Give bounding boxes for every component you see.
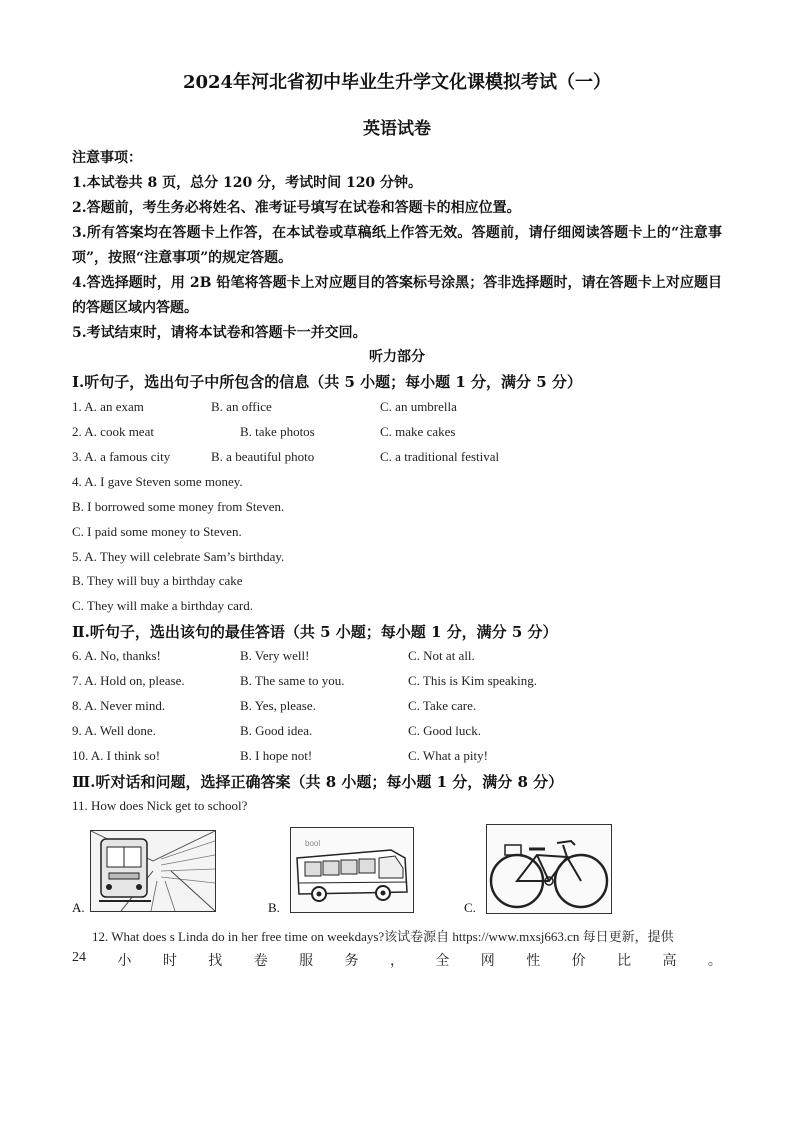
bus-icon [291,828,413,912]
note-item-3: 3.所有答案均在答题卡上作答，在本试卷或草稿纸上作答无效。答题前，请仔细阅读答题卡上的“注意事项”，按照“注意事项”的规定答题。 [72,225,722,266]
q12-char-11: 性 [526,954,541,969]
q5-option-b: B. They will buy a birthday cake [72,573,243,588]
q3-option-b: B. a beautiful photo [211,449,315,464]
pic-a-label: A. [72,900,85,915]
q9-option-a: 9. A. Well done. [72,723,156,738]
q6-option-a: 6. A. No, thanks! [72,648,161,663]
q9-option-b: B. Good idea. [240,723,313,738]
q12-char-1: 24 [72,950,86,965]
q12-char-13: 比 [617,954,632,969]
bus-image [290,827,414,913]
bicycle-image [486,824,612,914]
q9-option-c: C. Good luck. [408,723,481,738]
q7-option-a: 7. A. Hold on, please. [72,673,185,688]
section-3-heading: Ⅲ.听对话和问题，选择正确答案（共 8 小题；每小题 1 分，满分 8 分） [72,773,564,791]
q12-question: 12. What does s Linda do in her free time on weekdays?该试卷源自 https://www.mxsj663.cn 每日更新，提供 [92,929,674,944]
q12-char-9: 全 [435,954,450,969]
q12-char-5: 卷 [253,954,268,969]
q12-char-10: 网 [480,954,495,969]
notes-heading: 注意事项： [72,150,142,166]
section-1-heading: Ⅰ.听句子，选出句子中所包含的信息（共 5 小题；每小题 1 分，满分 5 分） [72,373,582,391]
q1-option-c: C. an umbrella [380,399,457,414]
q6-option-b: B. Very well! [240,648,310,663]
q11-question: 11. How does Nick get to school? [72,798,248,813]
q7-option-b: B. The same to you. [240,673,345,688]
q4-option-a: 4. A. I gave Steven some money. [72,474,243,489]
q12-char-6: 服 [299,954,314,969]
q12-char-2: 小 [117,954,132,969]
train-image [90,830,216,912]
q12-char-7: 务 [344,954,359,969]
q12-char-3: 时 [162,954,177,969]
q10-option-a: 10. A. I think so! [72,748,161,763]
train-icon [91,831,215,911]
q12-line-2 [72,950,722,970]
q4-option-c: C. I paid some money to Steven. [72,524,242,539]
q2-option-a: 2. A. cook meat [72,424,154,439]
bus-sign-text: bool [305,839,321,848]
q5-option-c: C. They will make a birthday card. [72,598,253,613]
q2-option-b: B. take photos [240,424,315,439]
bicycle-icon [487,825,611,913]
q5-option-a: 5. A. They will celebrate Sam’s birthday. [72,549,285,564]
q12-char-15: 。 [707,954,722,969]
q12-char-8: ， [389,954,404,969]
q8-option-c: C. Take care. [408,698,477,713]
note-item-2: 2.答题前，考生务必将姓名、准考证号填写在试卷和答题卡的相应位置。 [72,200,521,216]
pic-c-label: C. [464,900,476,915]
page-subtitle: 英语试卷 [363,119,431,139]
q12-char-4: 找 [208,954,223,969]
q6-option-c: C. Not at all. [408,648,475,663]
q8-option-a: 8. A. Never mind. [72,698,166,713]
listening-heading: 听力部分 [369,349,425,365]
q3-option-a: 3. A. a famous city [72,449,171,464]
q10-option-c: C. What a pity! [408,748,488,763]
pic-b-label: B. [268,900,280,915]
q2-option-c: C. make cakes [380,424,456,439]
q12-char-12: 价 [571,954,586,969]
notes-block [72,146,722,346]
q1-option-a: 1. A. an exam [72,399,144,414]
q1-option-b: B. an office [211,399,272,414]
q12-char-14: 高 [662,954,677,969]
note-item-4: 4.答选择题时，用 2B 铅笔将答题卡上对应题目的答案标号涂黑；答非选择题时，请在答题卡上对应题目的答题区域内答题。 [72,275,722,316]
note-item-1: 1.本试卷共 8 页，总分 120 分，考试时间 120 分钟。 [72,175,423,191]
q8-option-b: B. Yes, please. [240,698,316,713]
page-title: 2024年河北省初中毕业生升学文化课模拟考试（一） [182,72,612,93]
q4-option-b: B. I borrowed some money from Steven. [72,499,285,514]
section-2-heading: Ⅱ.听句子，选出该句的最佳答语（共 5 小题；每小题 1 分，满分 5 分） [72,623,558,641]
q3-option-c: C. a traditional festival [380,449,500,464]
q7-option-c: C. This is Kim speaking. [408,673,538,688]
note-item-5: 5.考试结束时，请将本试卷和答题卡一并交回。 [72,325,367,341]
q10-option-b: B. I hope not! [240,748,313,763]
